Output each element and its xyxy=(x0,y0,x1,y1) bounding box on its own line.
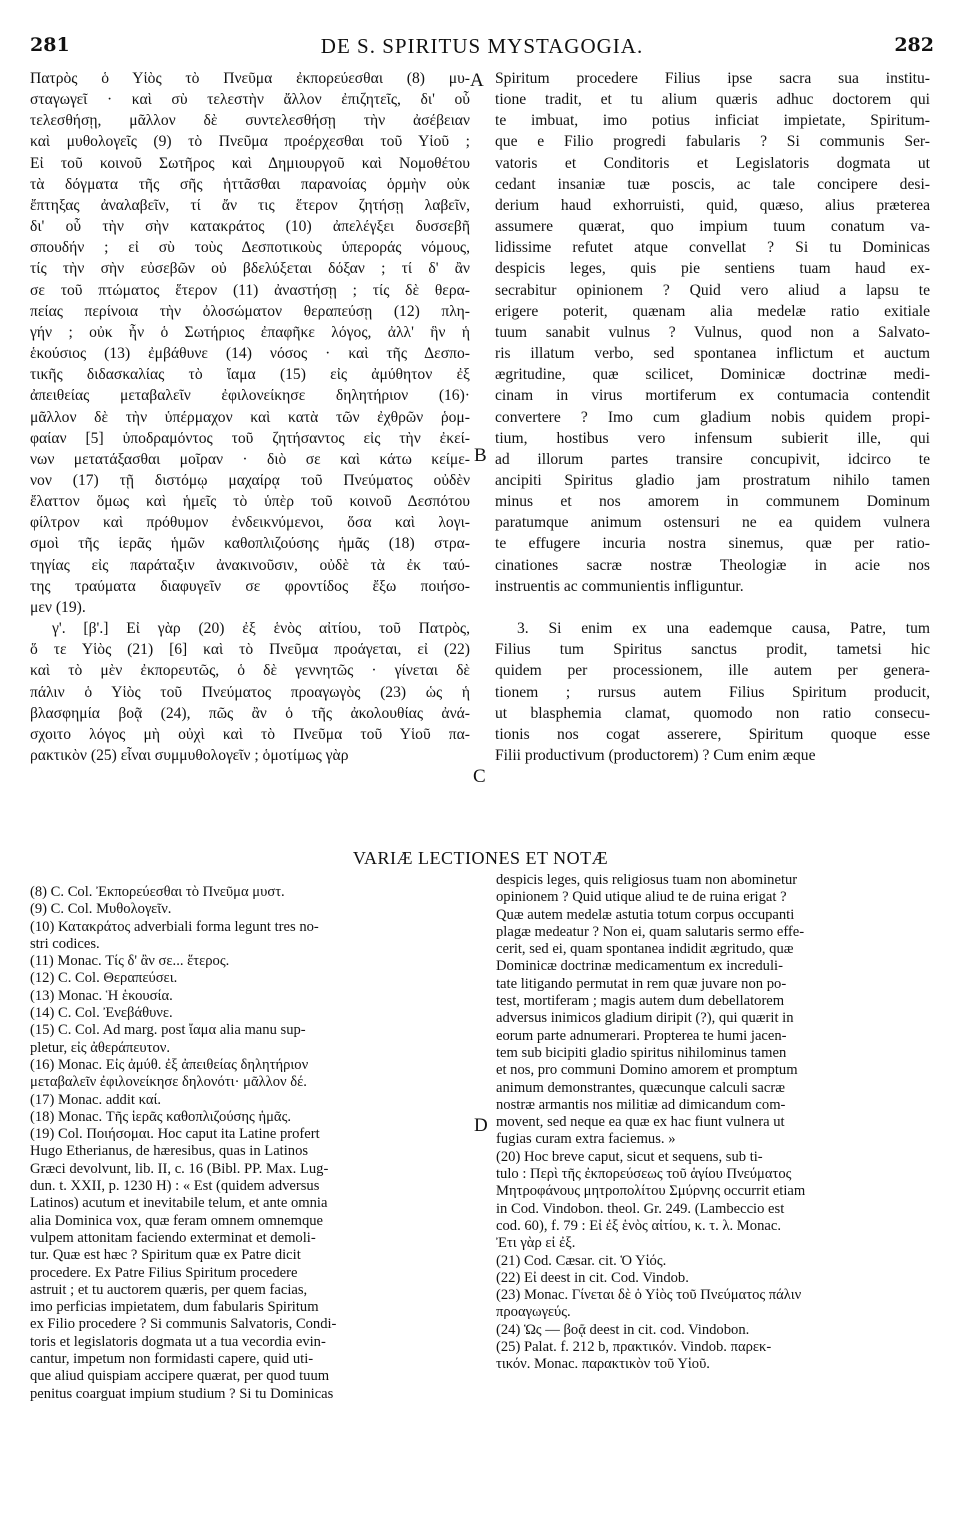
text-line: (18) Monac. Τῆς ἱερᾶς καθοπλιζούσης ἡμᾶς. xyxy=(30,1108,291,1125)
text-line: cerit, sed ei, quam spontanea indidit ægritudo, quæ xyxy=(496,941,794,958)
text-line: tione tradit, et tu alium quæris adhuc doctorem qui xyxy=(495,91,930,109)
text-line: nostræ armantis nos militiæ ad dimicandum com- xyxy=(496,1096,786,1113)
margin-marker-c: C xyxy=(473,766,486,787)
text-line: νων μετατάξασθαι μοῖραν · διὸ σε καὶ κάτω κείμε- xyxy=(30,450,470,468)
text-line: (12) C. Col. Θεραπεύσει. xyxy=(30,970,178,987)
text-line: (9) C. Col. Μυθολογεῖν. xyxy=(30,901,172,918)
text-line: tionis nos cogat asserere, Spiritum quoque esse xyxy=(495,725,930,743)
text-line: quidem per processionem, ille autem per genera- xyxy=(495,662,930,680)
text-line: μᾶλλον δὲ τὴν ὑπέρμαχον καὶ κατὰ τῶν ἐχθρῶν ῥομ- xyxy=(30,408,470,426)
text-line: tuum sanabit vulnus ? Vulnus, quod non a Salvato- xyxy=(495,323,930,341)
text-line: τελεσθήσῃ, μᾶλλον δὲ συντελεσθήσῃ τὴν ἀσέβειαν xyxy=(30,112,470,130)
text-line: tate litigando permutat in rem quæ juvare non po- xyxy=(496,975,787,992)
text-line: (11) Monac. Τίς δ' ἂν σε... ἕτερος. xyxy=(30,953,230,970)
text-line: μεταβαλεῖν ἐφιλονείκησε δηλονότι· μᾶλλον δέ. xyxy=(30,1074,307,1091)
text-line: adversus inimicos gladium diripit (?), qui quærit in xyxy=(496,1010,794,1027)
text-line: τικόν. Monac. παρακτικὸν τοῦ Υἱοῦ. xyxy=(496,1356,710,1373)
text-line: Spiritum procedere Filius ipse sacra sua institu- xyxy=(495,70,930,87)
text-line: νον (17) τῇ διστόμῳ μαχαίρᾳ τοῦ Πνεύματος οὐδὲν xyxy=(30,471,470,489)
notes-title: VARIÆ LECTIONES ET NOTÆ xyxy=(352,848,609,868)
text-line: ancipiti Spiritus gladio jam prostratum nihilo tamen xyxy=(495,471,930,489)
text-line: Græci devolvunt, lib. II, c. 16 (Bibl. PP. Max. Lug- xyxy=(30,1160,329,1177)
text-line: τικῆς διδασκαλίας τὸ ἴαμα (15) εἰς ἀμύθητον ἐξ xyxy=(30,366,470,384)
text-line: tulo : Περὶ τῆς ἐκπορεύσεως τοῦ ἁγίου Πνεύματος xyxy=(496,1166,792,1183)
text-line: procedere. Ex Patre Filius Spiritum procedere xyxy=(30,1264,298,1281)
text-line: cantur, impetum non formidasti capere, quid uti- xyxy=(30,1351,314,1368)
text-line: (10) Κατακράτος adverbiali forma legunt tres no- xyxy=(30,918,319,935)
text-line: (23) Monac. Γίνεται δὲ ὁ Υἱὸς τοῦ Πνεύματος πάλιν xyxy=(496,1287,802,1304)
page-number-left: 281 xyxy=(30,34,70,56)
text-line: (17) Monac. addit καί. xyxy=(30,1091,162,1108)
text-line: Hugo Etherianus, de hæresibus, quas in Latinos xyxy=(30,1143,309,1160)
text-line: ἔλαττον ὅμως καὶ ἡμεῖς τὸ ὑπὲρ τοῦ κοινοῦ Δεσπότου xyxy=(30,493,470,511)
text-line: Quæ autem medelæ astutia totum corpus occupanti xyxy=(496,906,795,923)
text-line: (8) C. Col. Ἐκπορεύεσθαι τὸ Πνεῦμα μυστ. xyxy=(30,884,285,900)
text-line: dun. t. XXII, p. 1230 H) : « Est (quidem adversus xyxy=(30,1178,320,1195)
text-line: penitus coarguat impium studium ? Si tu Dominicas xyxy=(30,1385,334,1402)
text-line: fugias curam extra faciemus. » xyxy=(496,1131,676,1148)
text-line: despicis leges, quis pie sentiens tuam haud ex- xyxy=(495,260,930,278)
text-line: in Cod. Vindobon. theol. Gr. 249. (Lambeccio est xyxy=(496,1200,785,1217)
text-line: (25) Palat. f. 212 b, πρακτικόν. Vindob. παρεκ- xyxy=(496,1339,772,1356)
text-line: assumere quærat, quo impium tuum conatum va- xyxy=(495,218,930,236)
text-line: erigere poterit, quænam alia medelæ ratio exitiale xyxy=(495,302,930,320)
text-line: 3. Si enim ex una eademque causa, Patre, tum xyxy=(517,620,930,638)
text-line: (13) Monac. Ἡ ἑκουσία. xyxy=(30,987,173,1004)
text-line: ρακτικὸν (25) εἶναι συμμυθολογεῖν ; ὁμοτίμως γὰρ xyxy=(30,747,349,764)
text-line: imo perficias impietatem, dum fabularis Spiritum xyxy=(30,1299,319,1316)
text-line: Filius tum Spiritus sanctus prodit, tametsi hic xyxy=(495,641,930,659)
text-line: σπουδήν ; εἰ σὺ τοὺς Δεσποτικοὺς ὑπεροράς νόμους, xyxy=(30,239,470,257)
text-line: cinationes sacræ nostræ Theologiæ in acie nos xyxy=(495,556,930,574)
text-line: cedant insaniæ tuæ poscis, ac tale concipere desi- xyxy=(495,175,930,193)
text-line: toris et legislatoris dogmata ut a tua vecordia evin- xyxy=(30,1333,326,1350)
text-line: γήν ; οὐκ ἦν ὁ Σωτήριος ἐπαφῆκε λόγος, ἀλλ' ἣν ἡ xyxy=(30,323,470,341)
text-line: ægritudine, quæ scilicet, Dominicæ doctrinæ medi- xyxy=(495,366,930,384)
text-line: σε τοῦ πτώματος ἕτερον (11) ἀναστήσῃ ; τίς δὲ θερα- xyxy=(30,281,470,299)
text-line: δι' οὗ τὴν σὴν κατακράτος (10) ἀπελέγξει δυσσεβῆ xyxy=(30,218,470,236)
text-line: paratumque animum ostensuri ne ea quidem vulnera xyxy=(495,514,930,532)
text-line: σμοὶ τῆς ἱερᾶς ἡμῶν καθοπλιζούσης ἡμᾶς (18) στρα- xyxy=(30,535,470,553)
text-line: προαγωγεύς. xyxy=(496,1304,571,1321)
margin-marker-b: B xyxy=(474,445,487,466)
text-line: (16) Monac. Εἰς ἀμύθ. ἐξ ἀπειθείας δηλητήριον xyxy=(30,1056,309,1073)
text-line: τὰ δόγματα τῆς σῆς ἡττᾶσθαι παρανοίας ὁρμὴν οὐκ xyxy=(30,175,470,193)
text-line: pletur, εἰς ἀθεράπευτον. xyxy=(30,1039,171,1056)
text-line: convertere ? Imo cum gladium nobis quidem propi- xyxy=(495,408,930,426)
greek-text-column xyxy=(30,68,470,766)
page-number-right: 282 xyxy=(894,34,934,56)
text-line: derium haud exhorruisti, quid, quæso, alius præterea xyxy=(495,196,930,214)
text-line: Μητροφάνους μητροπολίτου Σμύρνης occurrit etiam xyxy=(496,1183,806,1200)
text-line: lidissime refutet atque convellat ? Si tu Dominicas xyxy=(495,239,930,257)
text-line: secrabitur opinionem ? Quid vero aliud a lapsu te xyxy=(495,281,930,299)
text-line: te effugere incuria nostra sinemus, quæ per ratio- xyxy=(495,535,930,553)
notes-right-column xyxy=(496,872,932,1374)
text-line: tionem ; rursus autem Filius Spiritum producit, xyxy=(495,683,930,701)
text-line: tem sub bicipiti gladio spiritus nihilominus tamen xyxy=(496,1044,787,1061)
text-line: φίλτρον καὶ πρόθυμον ἐνδεικνύμενοι, ὅσα καὶ λογι- xyxy=(30,514,470,532)
text-line: vulpem attonitam faciendo exterminat et demoli- xyxy=(30,1229,316,1246)
text-line: cinam in virus mortiferum ex contumacia contendit xyxy=(495,387,930,405)
text-line: ris illatum verbo, sed spontanea inflictum et auctum xyxy=(495,345,930,363)
text-line: τίς τὴν σὴν εὐσεβῶν οὐ βδελύξεται δόξαν ; τί δ' ἂν xyxy=(30,260,470,278)
text-line: (14) C. Col. Ἐνεβάθυνε. xyxy=(30,1005,173,1022)
text-line: despicis leges, quis religiosus tuam non abominetur xyxy=(496,872,798,888)
text-line xyxy=(495,597,930,618)
text-line: ad illorum partes transire concupivit, idcirco te xyxy=(495,450,930,468)
text-line: astruit ; et tu auctorem quæris, per quem facias, xyxy=(30,1281,308,1298)
text-line: πάλιν ὁ Υἱὸς τοῦ Πνεύματος προαγωγὸς (23) ὡς ἡ xyxy=(30,683,470,701)
text-line: tium, hostibus vero infensum subierit ille, qui xyxy=(495,429,930,447)
text-line: καὶ μυθολογεῖς (9) τὸ Πνεῦμα προέρχεσθαι τοῦ Υἱοῦ ; xyxy=(30,133,470,151)
text-line: que e Filio progredi fabularis ? Si communis Ser- xyxy=(495,133,930,151)
text-line: Εἰ τοῦ κοινοῦ Σωτῆρος καὶ Δημιουργοῦ καὶ Νομοθέτου xyxy=(30,154,470,172)
margin-marker-a: A xyxy=(470,70,484,91)
text-line: τηγίας εἰς παράταξιν ἀνακινοῦσιν, οὐδὲ τὰ ἐκ ταύ- xyxy=(30,556,470,574)
text-line: πείας περίνοια τὴν ὀλοσώματον θεραπεύσῃ (12) πλη- xyxy=(30,302,470,320)
text-line: tur. Quæ est hæc ? Spiritum quæ ex Patre dicit xyxy=(30,1247,301,1264)
text-line: Filii productivum (productorem) ? Cum enim æque xyxy=(495,747,816,764)
text-line: movent, sed neque ea quæ ex hac fiunt vulnera ut xyxy=(496,1114,785,1131)
text-line: (21) Cod. Cæsar. cit. Ὁ Υἱός. xyxy=(496,1252,667,1269)
latin-text-column xyxy=(495,68,930,766)
page-header xyxy=(30,34,934,62)
text-line: φαίαν [5] ὑποδραμόντος τοῦ ζητήσαντος εἰς τὴν ἐκεί- xyxy=(30,429,470,447)
text-line: καὶ τὸ μὲν ἐκπορευτῶς, ὁ δὲ γεννητῶς · γίνεται δὲ xyxy=(30,662,470,680)
text-line: ἀπειθείας μεταβαλεῖν ἐφιλονείκησε δηλητήριον (16)· xyxy=(30,387,470,405)
text-line: γ'. [β'.] Εἰ γὰρ (20) ἐξ ἑνὸς αἰτίου, τοῦ Πατρὸς, xyxy=(52,620,470,638)
text-line: cod. 60), f. 79 : Εἰ ἐξ ἑνὸς αἰτίου, κ. τ. λ. Monac. xyxy=(496,1217,781,1234)
text-line: te imbuat, imo potius inficiat impietate, Spiritum- xyxy=(495,112,930,130)
text-line: (24) Ὡς — βοᾷ deest in cit. cod. Vindobon. xyxy=(496,1321,750,1338)
text-line: ἔπτηξας ἀναλαβεῖν, τί ἄν τις ἕτερον ζητήσῃ λαβεῖν, xyxy=(30,196,470,214)
text-line: (19) Col. Ποιήσομαι. Hoc caput ita Latine profert xyxy=(30,1126,320,1143)
text-line: opinionem ? Quid utique aliud te de ruina erigat ? xyxy=(496,889,787,906)
text-line: minus et nos amorem in communem Dominum xyxy=(495,493,930,511)
text-line: instruentis ac communientis infliguntur. xyxy=(495,577,744,595)
text-line: ὅ τε Υἱὸς (21) [6] καὶ τὸ Πνεῦμα προάγεται, εἰ (22) xyxy=(30,641,470,659)
text-line: βλασφημία βοᾷ (24), πῶς ἂν ὁ τῆς ἀκολουθίας ἀνά- xyxy=(30,704,470,722)
text-line: stri codices. xyxy=(30,935,100,952)
notes-left-column xyxy=(30,884,470,1403)
text-line: et nos, pro communi Domino amorem et promptum xyxy=(496,1062,798,1079)
text-line: que aliud quispiam accipere quærat, per quod tuum xyxy=(30,1368,330,1385)
text-line: μεν (19). xyxy=(30,598,86,616)
text-line: plagæ medeatur ? Non ei, quam salutaris sermo effe- xyxy=(496,923,805,940)
text-line: (20) Hoc breve caput, sicut et sequens, sub ti- xyxy=(496,1148,763,1165)
text-line: Latinos) acutum et inevitabile telum, et ante omnia xyxy=(30,1195,328,1212)
text-line: test, mortiferam ; magis autem dum debellatorem xyxy=(496,993,785,1010)
text-line: eorum parte adnumerari. Propterea te humi jacen- xyxy=(496,1027,787,1044)
text-line: της τραύματα διαφυγεῖν σε φροντίδος ἔξω ποιήσο- xyxy=(30,577,470,595)
text-line: Πατρὸς ὁ Υἱὸς τὸ Πνεῦμα ἐκπορεύεσθαι (8) μυ- xyxy=(30,70,470,87)
text-line: ἑκούσιος (13) ἐμβάθυνε (14) νόσος · καὶ τῆς Δεσπο- xyxy=(30,345,470,363)
text-line: (22) Εἰ deest in cit. Cod. Vindob. xyxy=(496,1269,689,1286)
text-line: ut blasphemia clamat, quomodo non ratio consecu- xyxy=(495,704,930,722)
running-title: DE S. SPIRITUS MYSTAGOGIA. xyxy=(320,34,644,58)
text-line: alia Dominica vox, quæ feram omnem omnemque xyxy=(30,1212,324,1229)
text-line: σταγωγεῖ · καὶ σὺ τελεστὴν ἄλλον ἐπιζητεῖς, δι' οὗ xyxy=(30,91,470,109)
text-line: animum demonstrantes, quæcunque calculi sacræ xyxy=(496,1079,785,1096)
text-line: Dominicæ doctrinæ medicamentum ex increduli- xyxy=(496,958,783,975)
text-line: σχοιτο λόγος μὴ οὐχὶ καὶ τὸ Πνεῦμα τοῦ Υἱοῦ πα- xyxy=(30,725,470,743)
text-line: (15) C. Col. Ad marg. post ἴαμα alia manu sup- xyxy=(30,1022,306,1039)
text-line: vatoris et Conditoris et Legislatoris dogmata ut xyxy=(495,154,930,172)
margin-marker-d: D xyxy=(474,1115,488,1136)
text-line: Ἐτι γὰρ εἰ ἐξ. xyxy=(496,1235,576,1252)
text-line: ex Filio procedere ? Si communis Salvatoris, Condi- xyxy=(30,1316,337,1333)
